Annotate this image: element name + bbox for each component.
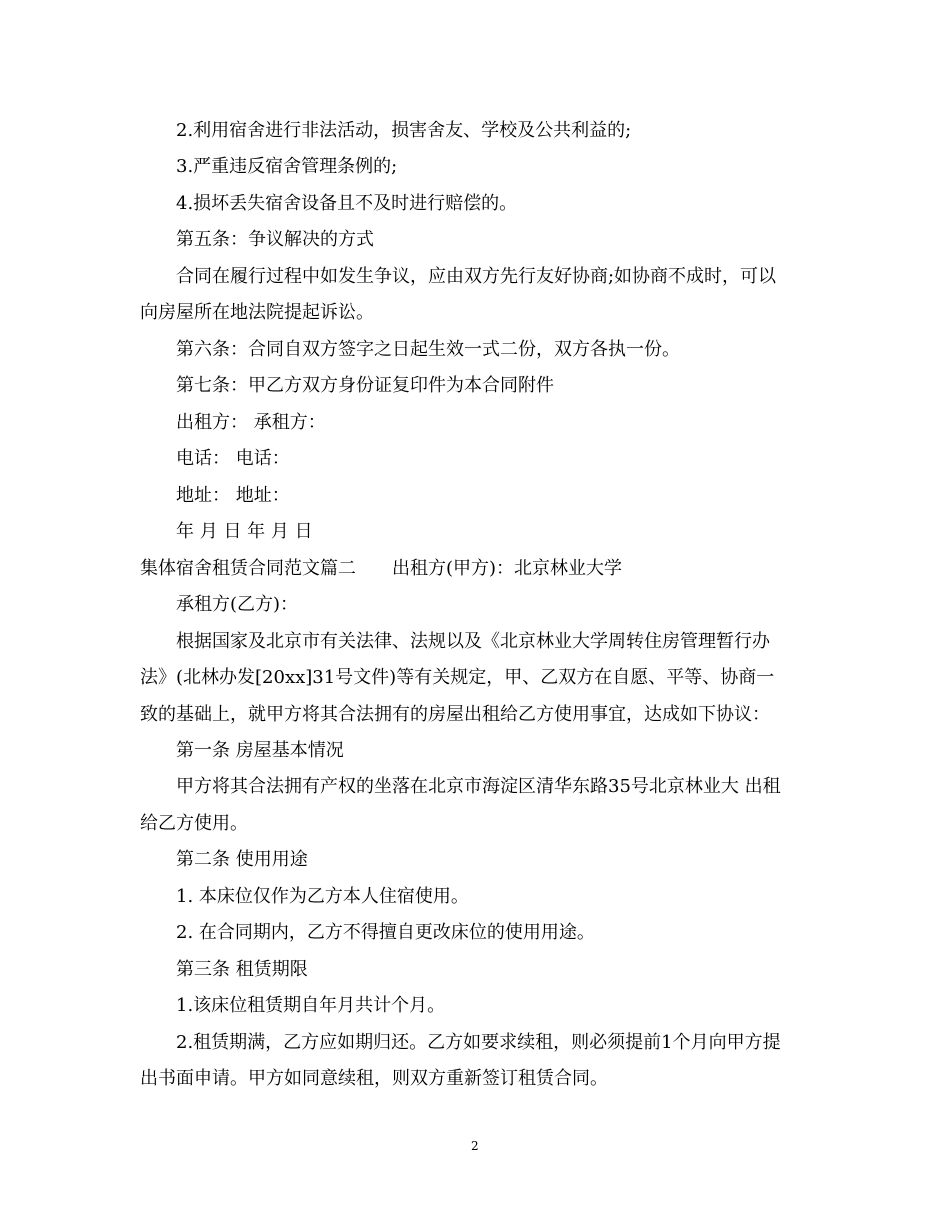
text-line: 根据国家及北京市有关法律、法规以及《北京林业大学周转住房管理暂行办 — [176, 631, 770, 652]
text-line: 2.利用宿舍进行非法活动，损害舍友、学校及公共利益的; — [176, 120, 632, 141]
text-line: 出书面申请。甲方如同意续租，则双方重新签订租赁合同。 — [140, 1068, 608, 1089]
text-line: 法》(北林办发[20xx]31号文件)等有关规定，甲、乙双方在自愿、平等、协商一 — [140, 667, 775, 688]
signature-line: 出租方： 承租方： — [176, 412, 326, 433]
text-line: 承租方(乙方)： — [176, 594, 299, 615]
text-line: 向房屋所在地法院提起诉讼。 — [140, 302, 374, 323]
text-line: 1. 本床位仅作为乙方本人住宿使用。 — [176, 886, 469, 907]
section-heading: 第三条 租赁期限 — [176, 959, 308, 980]
address-line: 地址： 地址： — [176, 485, 290, 506]
text-line: 3.严重违反宿舍管理条例的; — [176, 156, 398, 177]
text-line: 1.该床位租赁期自年月共计个月。 — [176, 995, 446, 1016]
section-heading: 第五条：争议解决的方式 — [176, 229, 374, 250]
section-heading: 第二条 使用用途 — [176, 849, 308, 870]
section-heading: 第一条 房屋基本情况 — [176, 740, 344, 761]
text-line: 致的基础上，就甲方将其合法拥有的房屋出租给乙方使用事宜，达成如下协议： — [140, 704, 770, 725]
date-line: 年 月 日 年 月 日 — [176, 521, 313, 542]
text-line: 合同在履行过程中如发生争议，应由双方先行友好协商;如协商不成时，可以 — [176, 266, 777, 287]
text-line: 2.租赁期满，乙方应如期归还。乙方如要求续租，则必须提前1个月向甲方提 — [176, 1032, 781, 1053]
document-title: 集体宿舍租赁合同范文篇二 出租方(甲方)：北京林业大学 — [140, 558, 623, 579]
text-line: 给乙方使用。 — [140, 813, 248, 834]
text-line: 4.损坏丢失宿舍设备且不及时进行赔偿的。 — [176, 193, 518, 214]
section-heading: 第六条：合同自双方签字之日起生效一式二份，双方各执一份。 — [176, 339, 680, 360]
page-number: 2 — [471, 1139, 479, 1153]
phone-line: 电话： 电话： — [176, 448, 290, 469]
text-line: 甲方将其合法拥有产权的坐落在北京市海淀区清华东路35号北京林业大 出租 — [176, 776, 781, 797]
section-heading: 第七条：甲乙方双方身份证复印件为本合同附件 — [176, 375, 554, 396]
text-line: 2. 在合同期内，乙方不得擅自更改床位的使用用途。 — [176, 922, 595, 943]
